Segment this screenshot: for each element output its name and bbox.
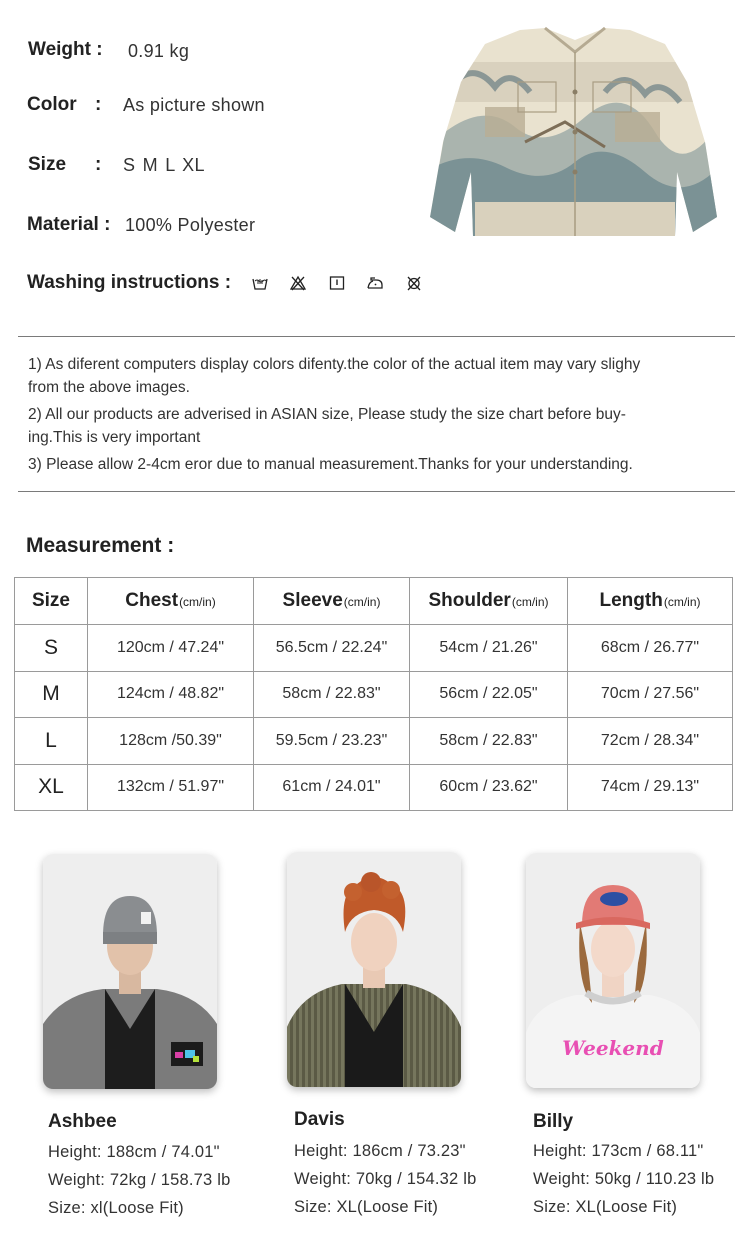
sleeve-cell: 56.5cm / 22.24" bbox=[254, 625, 410, 672]
header-sleeve: Sleeve(cm/in) bbox=[254, 578, 410, 625]
weight-label: Weight : bbox=[28, 39, 103, 60]
table-row bbox=[15, 718, 733, 765]
model-photo-ashbee bbox=[43, 854, 217, 1089]
sleeve-cell: 61cm / 24.01" bbox=[254, 764, 410, 811]
size-cell: S bbox=[15, 625, 88, 672]
header-shoulder: Shoulder(cm/in) bbox=[410, 578, 568, 625]
color-label: Color bbox=[27, 94, 77, 115]
chest-cell: 124cm / 48.82" bbox=[88, 671, 254, 718]
size-cell: L bbox=[15, 718, 88, 765]
washing-icons bbox=[252, 274, 440, 292]
low-iron-icon bbox=[367, 275, 383, 291]
notes-top-divider bbox=[18, 336, 735, 337]
model-size-ashbee: Size: xl(Loose Fit) bbox=[48, 1199, 184, 1217]
chest-cell: 132cm / 51.97" bbox=[88, 764, 254, 811]
model-height-ashbee: Height: 188cm / 74.01" bbox=[48, 1143, 220, 1161]
model-name-davis: Davis bbox=[294, 1109, 345, 1130]
model-weight-davis: Weight: 70kg / 154.32 lb bbox=[294, 1170, 477, 1188]
note-line-5: 3) Please allow 2-4cm eror due to manual measurement.Thanks for your understanding. bbox=[28, 456, 633, 473]
line-dry-icon bbox=[329, 275, 345, 291]
table-row bbox=[15, 764, 733, 811]
length-cell: 74cm / 29.13" bbox=[568, 764, 733, 811]
header-chest: Chest(cm/in) bbox=[88, 578, 254, 625]
jacket-product-image bbox=[425, 22, 723, 247]
notes-bottom-divider bbox=[18, 491, 735, 492]
hand-wash-icon bbox=[252, 275, 268, 291]
model-photo-davis bbox=[287, 852, 461, 1087]
size-label: Size bbox=[28, 154, 67, 175]
size-chart-table bbox=[14, 577, 733, 811]
model-size-billy: Size: XL(Loose Fit) bbox=[533, 1198, 678, 1216]
no-dry-clean-icon bbox=[406, 275, 422, 291]
shoulder-cell: 58cm / 22.83" bbox=[410, 718, 568, 765]
note-line-1: 1) As diferent computers display colors difenty.the color of the actual item may vary slighy bbox=[28, 356, 641, 373]
chest-cell: 120cm / 47.24" bbox=[88, 625, 254, 672]
model-size-davis: Size: XL(Loose Fit) bbox=[294, 1198, 439, 1216]
weight-value: 0.91 kg bbox=[128, 41, 190, 61]
chest-cell: 128cm /50.39" bbox=[88, 718, 254, 765]
shoulder-cell: 60cm / 23.62" bbox=[410, 764, 568, 811]
shoulder-cell: 54cm / 21.26" bbox=[410, 625, 568, 672]
model-photo-billy bbox=[526, 853, 700, 1088]
table-header-row bbox=[15, 578, 733, 625]
length-cell: 68cm / 26.77" bbox=[568, 625, 733, 672]
size-cell: XL bbox=[15, 764, 88, 811]
color-value: As picture shown bbox=[123, 95, 265, 115]
no-bleach-icon bbox=[290, 275, 306, 291]
model-weight-billy: Weight: 50kg / 110.23 lb bbox=[533, 1170, 715, 1188]
note-line-3: 2) All our products are adverised in ASIAN size, Please study the size chart before buy- bbox=[28, 406, 626, 423]
note-line-4: ing.This is very important bbox=[28, 429, 201, 446]
model-height-davis: Height: 186cm / 73.23" bbox=[294, 1142, 466, 1160]
size-value: S M L XL bbox=[123, 155, 205, 175]
model-weight-ashbee: Weight: 72kg / 158.73 lb bbox=[48, 1171, 231, 1189]
model-name-billy: Billy bbox=[533, 1111, 574, 1132]
size-colon: : bbox=[95, 154, 102, 175]
table-row bbox=[15, 625, 733, 672]
length-cell: 72cm / 28.34" bbox=[568, 718, 733, 765]
measurement-title: Measurement : bbox=[26, 534, 175, 557]
washing-label: Washing instructions : bbox=[27, 272, 232, 293]
material-label: Material : bbox=[27, 214, 111, 235]
shoulder-cell: 56cm / 22.05" bbox=[410, 671, 568, 718]
sleeve-cell: 58cm / 22.83" bbox=[254, 671, 410, 718]
header-length: Length(cm/in) bbox=[568, 578, 733, 625]
table-row bbox=[15, 671, 733, 718]
color-colon: : bbox=[95, 94, 102, 115]
header-size: Size bbox=[15, 578, 88, 625]
material-value: 100% Polyester bbox=[125, 215, 256, 235]
size-cell: M bbox=[15, 671, 88, 718]
model-height-billy: Height: 173cm / 68.11" bbox=[533, 1142, 704, 1160]
sleeve-cell: 59.5cm / 23.23" bbox=[254, 718, 410, 765]
hoodie-logo-text: Weekend bbox=[562, 1036, 664, 1060]
model-name-ashbee: Ashbee bbox=[48, 1111, 117, 1132]
length-cell: 70cm / 27.56" bbox=[568, 671, 733, 718]
note-line-2: from the above images. bbox=[28, 379, 190, 396]
